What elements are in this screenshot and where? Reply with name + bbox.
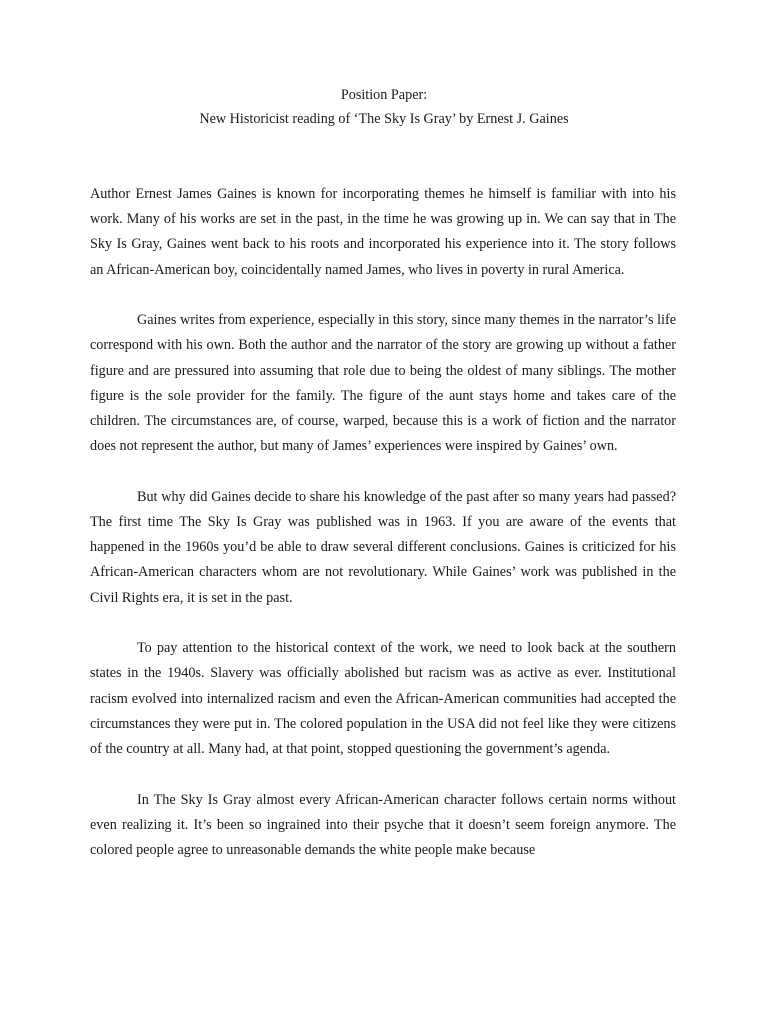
paper-type-title: Position Paper:: [340, 87, 428, 103]
document-body: [90, 182, 676, 889]
paper-title: New Historicist reading of ‘The Sky Is Gray’ by Ernest J. Gaines: [199, 111, 569, 127]
paragraph-3: But why did Gaines decide to share his knowledge of the past after so many years had passed? The first time The Sky Is Gray was published was in 1963. If you are aware of the events that happened in the 1960s you’d be able to draw several different conclusions. Gaines is criticized for his African-American characters whom are not revolutionary. While Gaines’ work was published in the Civil Rights era, it is set in the past.: [90, 488, 676, 606]
paragraph-5: In The Sky Is Gray almost every African-American character follows certain norms without even realizing it. It’s been so ingrained into their psyche that it doesn’t seem foreign anymore. The colored people agree to unreasonable demands the white people make because: [90, 791, 676, 859]
paragraph-4: To pay attention to the historical context of the work, we need to look back at the southern states in the 1940s. Slavery was officially abolished but racism was as active as ever. Institutional racism evolved into internalized racism and even the African-American communities had accepted the circumstances they were put in. The colored population in the USA did not feel like they were citizens of the country at all. Many had, at that point, stopped questioning the government’s agenda.: [90, 640, 676, 758]
paragraph-2: Gaines writes from experience, especially in this story, since many themes in the narrator’s life correspond with his own. Both the author and the narrator of the story are growing up without a father figure and are pressured into assuming that role due to being the oldest of many siblings. The mother figure is the sole provider for the family. The figure of the aunt stays home and takes care of the children. The circumstances are, of course, warped, because this is a work of fiction and the narrator does not represent the author, but many of James’ experiences were inspired by Gaines’ own.: [90, 312, 676, 455]
paragraph-1: Author Ernest James Gaines is known for incorporating themes he himself is familiar with into his work. Many of his works are set in the past, in the time he was growing up in. We can say that in The Sky Is Gray, Gaines went back to his roots and incorporated his experience into it. The story follows an African-American boy, coincidentally named James, who lives in poverty in rural America.: [90, 186, 676, 278]
